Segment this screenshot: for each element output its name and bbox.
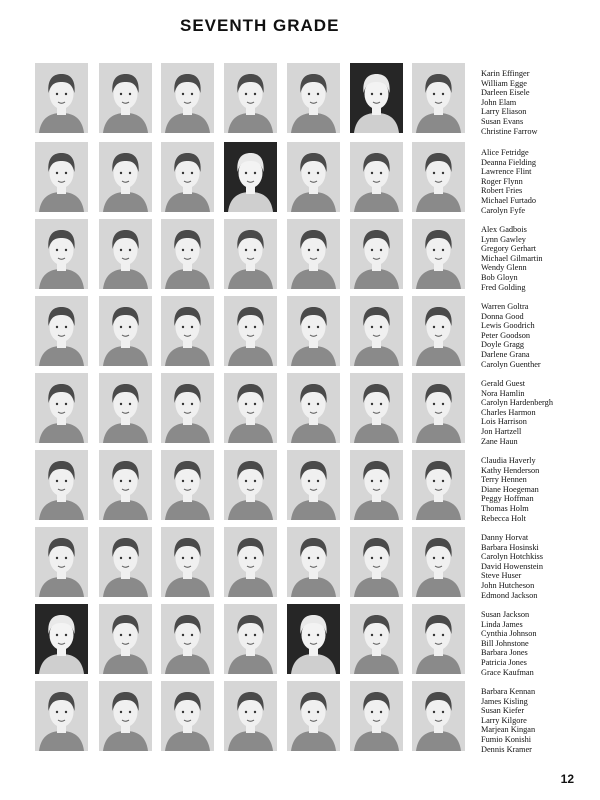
student-portrait (35, 527, 88, 597)
student-name-list (481, 379, 600, 446)
student-portrait (35, 604, 88, 674)
student-name: Darlene Grana (481, 349, 530, 359)
student-portrait (412, 63, 465, 133)
page-number: 12 (560, 772, 574, 786)
student-name: Patricia Jones (481, 657, 527, 667)
student-name: Zane Haun (481, 436, 518, 446)
student-name-list (481, 687, 600, 754)
student-name: Carolyn Hardenbergh (481, 398, 553, 408)
student-portrait (224, 219, 277, 289)
student-portrait (161, 142, 214, 212)
student-portrait (412, 219, 465, 289)
portrait-row (35, 450, 595, 522)
portrait-row (35, 373, 595, 445)
student-name: Bill Johnstone (481, 638, 529, 648)
student-portrait (412, 681, 465, 751)
portrait-row (35, 63, 595, 135)
student-portrait (412, 450, 465, 520)
student-portrait (161, 604, 214, 674)
student-name: Carolyn Hotchkiss (481, 552, 543, 562)
student-name: Peggy Hoffman (481, 494, 534, 504)
student-portrait (287, 219, 340, 289)
student-name: Claudia Haverly (481, 456, 536, 465)
student-name: Charles Harmon (481, 407, 536, 417)
student-name: Roger Flynn (481, 176, 523, 186)
student-name: Jon Hartzell (481, 426, 522, 436)
student-name: Lois Harrison (481, 417, 527, 427)
student-name: Karin Effinger (481, 69, 530, 78)
student-name: Michael Gilmartin (481, 253, 543, 263)
student-name: William Egge (481, 78, 527, 88)
student-portrait (161, 373, 214, 443)
student-name: Linda James (481, 619, 523, 629)
student-portrait (350, 527, 403, 597)
student-portrait (412, 604, 465, 674)
portrait-row (35, 219, 595, 291)
student-name: Marjean Kingan (481, 725, 536, 735)
student-portrait (412, 527, 465, 597)
student-portrait (287, 450, 340, 520)
student-portrait (99, 296, 152, 366)
student-portrait (35, 296, 88, 366)
student-portrait (224, 681, 277, 751)
student-portrait (35, 63, 88, 133)
student-name: Deanna Fielding (481, 157, 537, 167)
student-portrait (99, 219, 152, 289)
student-name: Michael Furtado (481, 195, 537, 205)
student-name: John Hutcheson (481, 580, 535, 590)
student-portrait (161, 681, 214, 751)
student-name: Alex Gadbois (481, 225, 527, 234)
student-portrait (350, 681, 403, 751)
student-name: David Howenstein (481, 561, 543, 571)
student-portrait (412, 296, 465, 366)
portrait-row (35, 681, 595, 753)
student-portrait (99, 604, 152, 674)
portrait-row (35, 142, 595, 214)
student-name-list (481, 610, 600, 677)
student-portrait (412, 142, 465, 212)
student-name-list (481, 533, 600, 600)
student-name: Terry Hennen (481, 475, 527, 485)
portrait-row (35, 527, 595, 599)
student-portrait (350, 219, 403, 289)
student-name: Barbara Jones (481, 648, 528, 658)
student-portrait (224, 604, 277, 674)
student-portrait (99, 142, 152, 212)
student-portrait (161, 527, 214, 597)
student-name: Carolyn Fyfe (481, 205, 526, 215)
student-portrait (99, 63, 152, 133)
student-name: Bob Gloyn (481, 272, 518, 282)
student-name: Fumio Konishi (481, 734, 532, 744)
student-portrait (350, 296, 403, 366)
student-name: Rebecca Holt (481, 513, 526, 523)
student-portrait (99, 450, 152, 520)
student-portrait (287, 63, 340, 133)
student-portrait (35, 219, 88, 289)
student-name: Kathy Henderson (481, 465, 540, 475)
student-portrait (287, 296, 340, 366)
student-name: Gerald Guest (481, 379, 526, 388)
student-name: Steve Huser (481, 571, 522, 581)
page-title: SEVENTH GRADE (180, 16, 340, 35)
student-name-list (481, 225, 600, 292)
student-portrait (99, 373, 152, 443)
student-name: Christine Farrow (481, 126, 538, 136)
student-name: Grace Kaufman (481, 667, 534, 677)
student-name: Edmond Jackson (481, 590, 538, 600)
student-name: Larry Kilgore (481, 715, 527, 725)
student-portrait (161, 63, 214, 133)
student-portrait (287, 373, 340, 443)
student-name: Peter Goodson (481, 330, 531, 340)
student-name: Susan Kiefer (481, 706, 525, 716)
student-name: Larry Eliason (481, 107, 527, 117)
student-name: Susan Jackson (481, 610, 530, 619)
student-portrait (99, 527, 152, 597)
student-portrait (161, 450, 214, 520)
student-name: Gregory Gerhart (481, 244, 537, 254)
student-portrait (35, 450, 88, 520)
student-portrait (224, 142, 277, 212)
student-portrait (161, 219, 214, 289)
student-name: Fred Golding (481, 282, 526, 292)
student-name: Barbara Kennan (481, 687, 536, 696)
portrait-row (35, 296, 595, 368)
student-name: James Kisling (481, 696, 528, 706)
student-portrait (224, 373, 277, 443)
student-portrait (224, 63, 277, 133)
student-name-list (481, 69, 600, 136)
student-portrait (412, 373, 465, 443)
student-name: Donna Good (481, 311, 524, 321)
student-portrait (287, 681, 340, 751)
student-portrait (224, 527, 277, 597)
student-name: Dennis Kramer (481, 744, 532, 754)
student-name: Warren Goltra (481, 302, 529, 311)
student-name-list (481, 456, 600, 523)
student-name: Lewis Goodrich (481, 321, 535, 331)
student-portrait (99, 681, 152, 751)
student-name: John Elam (481, 97, 517, 107)
student-portrait (350, 63, 403, 133)
student-portrait (35, 681, 88, 751)
student-name-list (481, 148, 600, 215)
student-name: Darleen Eisele (481, 88, 530, 98)
student-portrait (350, 604, 403, 674)
student-name: Carolyn Guenther (481, 359, 541, 369)
student-portrait (350, 373, 403, 443)
student-name: Robert Fries (481, 186, 523, 196)
student-name: Danny Horvat (481, 533, 529, 542)
student-portrait (35, 142, 88, 212)
student-name: Lynn Gawley (481, 234, 526, 244)
student-portrait (224, 296, 277, 366)
student-name: Alice Fetridge (481, 148, 529, 157)
student-portrait (350, 450, 403, 520)
student-portrait (224, 450, 277, 520)
student-name: Nora Hamlin (481, 388, 525, 398)
student-name: Wendy Glenn (481, 263, 527, 273)
student-name: Doyle Gragg (481, 340, 525, 350)
student-name: Thomas Holm (481, 503, 529, 513)
student-portrait (287, 142, 340, 212)
student-name: Cynthia Johnson (481, 629, 537, 639)
student-portrait (161, 296, 214, 366)
student-name: Barbara Hosinski (481, 542, 539, 552)
student-portrait (287, 527, 340, 597)
student-portrait (35, 373, 88, 443)
student-name: Susan Evans (481, 116, 524, 126)
student-portrait (350, 142, 403, 212)
student-name: Lawrence Flint (481, 167, 532, 177)
student-name-list (481, 302, 600, 369)
student-name: Diane Hoegeman (481, 484, 539, 494)
portrait-row (35, 604, 595, 676)
student-portrait (287, 604, 340, 674)
